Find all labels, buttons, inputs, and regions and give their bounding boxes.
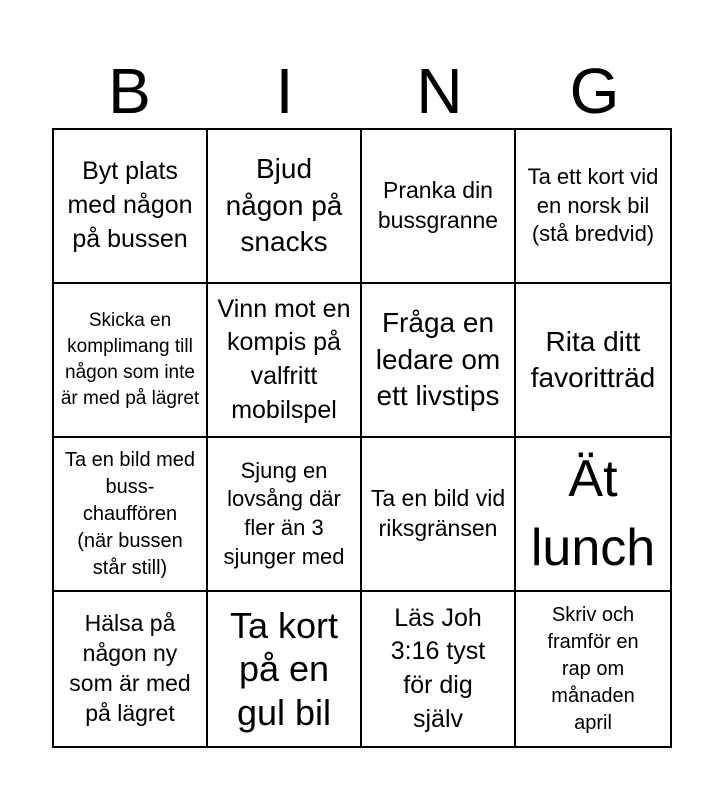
bingo-cell-text: Skriv och framför en rap om månaden april [547, 603, 639, 734]
bingo-cell-text: Fråga en ledare om ett livstips [375, 307, 501, 412]
bingo-cell-r1c3[interactable] [362, 130, 516, 284]
bingo-cell-text: Bjud någon på snacks [225, 153, 343, 258]
bingo-cell-text: Ta kort på en gul bil [229, 605, 339, 733]
bingo-cell-text: Ta en bild med buss-chauffören (när bussen står still) [64, 448, 196, 579]
bingo-cell-r2c4[interactable] [516, 284, 670, 438]
bingo-cell-text: Pranka din bussgranne [377, 177, 499, 233]
bingo-board [52, 128, 672, 748]
bingo-cell-r4c2[interactable] [208, 592, 362, 746]
bingo-cell-r4c3[interactable] [362, 592, 516, 746]
header-letter-g: G [569, 55, 620, 127]
bingo-cell-text: Ta en bild vid riksgränsen [370, 485, 506, 541]
bingo-header [52, 55, 672, 127]
bingo-cell-r3c2[interactable] [208, 438, 362, 592]
bingo-cell-r2c1[interactable] [54, 284, 208, 438]
bingo-cell-r4c1[interactable] [54, 592, 208, 746]
bingo-cell-text: Vinn mot en kompis på valfritt mobilspel [217, 294, 351, 424]
bingo-cell-text: Läs Joh 3:16 tyst för dig själv [390, 603, 486, 733]
bingo-cell-text: Ta ett kort vid en norsk bil (stå bredvid) [527, 164, 659, 247]
bingo-cell-text: Ät lunch [530, 450, 656, 577]
bingo-cell-r3c3[interactable] [362, 438, 516, 592]
bingo-cell-text: Rita ditt favoritträd [530, 325, 656, 393]
bingo-cell-r2c3[interactable] [362, 284, 516, 438]
header-letter-b: B [108, 55, 151, 127]
bingo-cell-r1c1[interactable] [54, 130, 208, 284]
bingo-cell-text: Byt plats med någon på bussen [67, 157, 193, 253]
bingo-cell-text: Sjung en lovsång där fler än 3 sjunger med [223, 457, 345, 569]
header-letter-i: I [275, 55, 294, 127]
bingo-cell-r4c4[interactable] [516, 592, 670, 746]
bingo-cell-text: Hälsa på någon ny som är med på lägret [69, 610, 191, 726]
bingo-cell-r3c1[interactable] [54, 438, 208, 592]
bingo-cell-r3c4[interactable] [516, 438, 670, 592]
bingo-cell-r1c2[interactable] [208, 130, 362, 284]
bingo-cell-r2c2[interactable] [208, 284, 362, 438]
header-letter-n: N [416, 55, 463, 127]
bingo-cell-text: Skicka en komplimang till någon som inte är med på lägret [60, 309, 200, 410]
bingo-cell-r1c4[interactable] [516, 130, 670, 284]
